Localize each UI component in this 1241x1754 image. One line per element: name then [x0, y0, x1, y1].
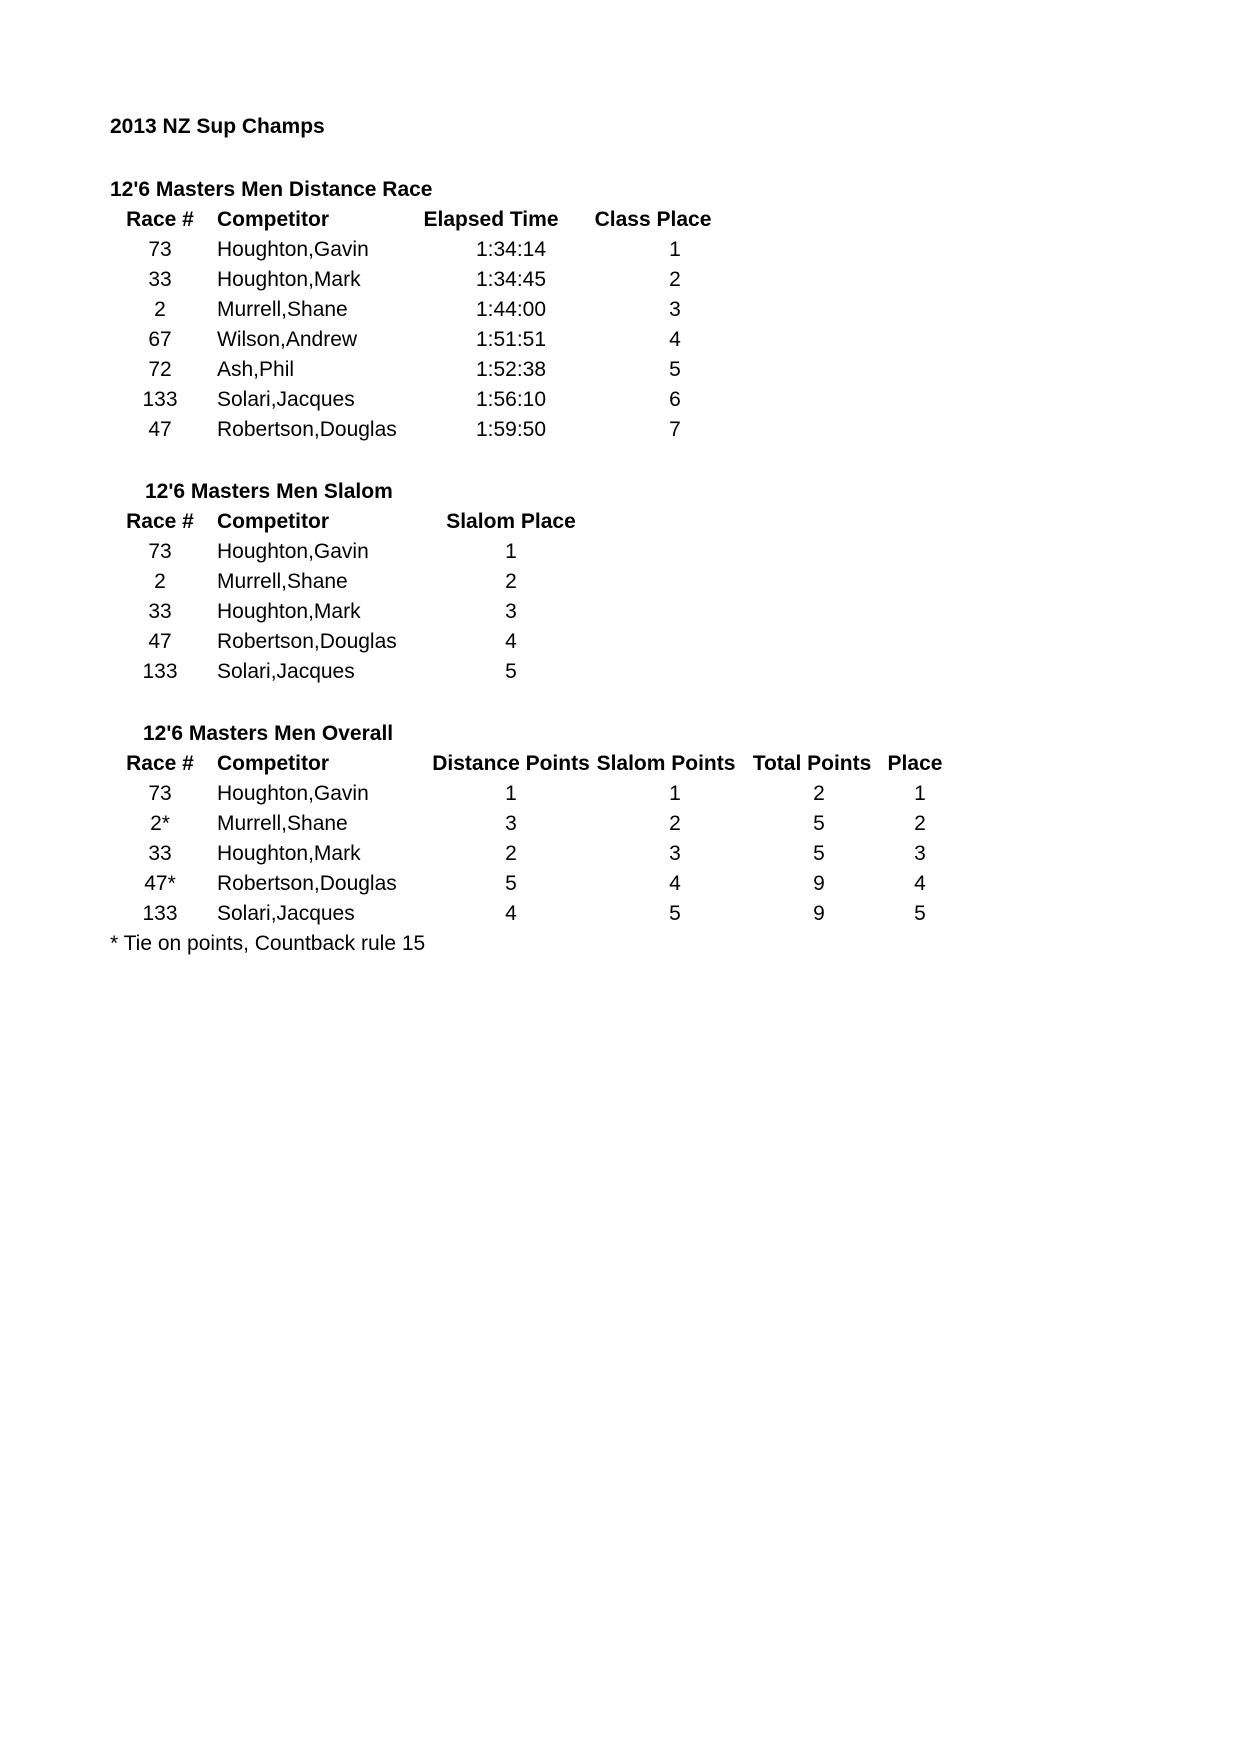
race-number: 72 [148, 358, 172, 381]
overall-header-slalom: Slalom Points [596, 752, 736, 775]
race-number: 133 [142, 388, 178, 411]
race-number: 47* [144, 872, 176, 895]
competitor-name: Ash,Phil [217, 358, 295, 381]
class-place: 2 [669, 268, 681, 291]
class-place: 3 [669, 298, 681, 321]
overall-header-distance: Distance Points [432, 752, 590, 775]
race-number: 133 [142, 660, 178, 683]
overall-place: 4 [914, 872, 926, 895]
overall-header-race: Race # [126, 752, 194, 775]
class-place: 6 [669, 388, 681, 411]
total-points: 5 [813, 842, 825, 865]
class-place: 5 [669, 358, 681, 381]
class-place: 1 [669, 238, 681, 261]
distance-header-place: Class Place [594, 208, 712, 231]
overall-header-total: Total Points [752, 752, 872, 775]
elapsed-time: 1:56:10 [475, 388, 547, 411]
competitor-name: Houghton,Gavin [217, 238, 369, 261]
race-number: 47 [148, 418, 172, 441]
competitor-name: Solari,Jacques [217, 902, 355, 925]
class-place: 7 [669, 418, 681, 441]
overall-header-competitor: Competitor [217, 752, 329, 775]
race-number: 73 [148, 238, 172, 261]
race-number: 47 [148, 630, 172, 653]
elapsed-time: 1:51:51 [475, 328, 547, 351]
competitor-name: Houghton,Mark [217, 600, 361, 623]
slalom-header-competitor: Competitor [217, 510, 329, 533]
slalom-place: 2 [505, 570, 517, 593]
slalom-place: 5 [505, 660, 517, 683]
distance-header-competitor: Competitor [217, 208, 329, 231]
race-number: 2* [150, 812, 170, 835]
distance-header-elapsed: Elapsed Time [423, 208, 559, 231]
competitor-name: Solari,Jacques [217, 660, 355, 683]
total-points: 9 [813, 872, 825, 895]
elapsed-time: 1:34:45 [475, 268, 547, 291]
footnote: * Tie on points, Countback rule 15 [110, 932, 426, 955]
total-points: 2 [813, 782, 825, 805]
elapsed-time: 1:44:00 [475, 298, 547, 321]
race-number: 73 [148, 540, 172, 563]
competitor-name: Robertson,Douglas [217, 418, 397, 441]
slalom-header-race: Race # [126, 510, 194, 533]
competitor-name: Houghton,Gavin [217, 540, 369, 563]
elapsed-time: 1:34:14 [475, 238, 547, 261]
page-title: 2013 NZ Sup Champs [110, 115, 325, 138]
slalom-place: 4 [505, 630, 517, 653]
distance-header-race: Race # [126, 208, 194, 231]
competitor-name: Murrell,Shane [217, 298, 348, 321]
competitor-name: Robertson,Douglas [217, 630, 397, 653]
distance-heading: 12'6 Masters Men Distance Race [110, 178, 433, 201]
competitor-name: Houghton,Mark [217, 268, 361, 291]
distance-points: 5 [505, 872, 517, 895]
race-number: 133 [142, 902, 178, 925]
overall-place: 5 [914, 902, 926, 925]
distance-points: 3 [505, 812, 517, 835]
total-points: 5 [813, 812, 825, 835]
competitor-name: Wilson,Andrew [217, 328, 358, 351]
race-number: 2 [154, 298, 166, 321]
slalom-points: 2 [669, 812, 681, 835]
slalom-place: 1 [505, 540, 517, 563]
slalom-points: 1 [669, 782, 681, 805]
elapsed-time: 1:52:38 [475, 358, 547, 381]
distance-points: 4 [505, 902, 517, 925]
overall-place: 1 [914, 782, 926, 805]
competitor-name: Houghton,Gavin [217, 782, 369, 805]
slalom-points: 4 [669, 872, 681, 895]
race-number: 73 [148, 782, 172, 805]
overall-place: 2 [914, 812, 926, 835]
slalom-points: 5 [669, 902, 681, 925]
distance-points: 2 [505, 842, 517, 865]
race-number: 33 [148, 268, 172, 291]
competitor-name: Murrell,Shane [217, 812, 348, 835]
distance-points: 1 [505, 782, 517, 805]
competitor-name: Houghton,Mark [217, 842, 361, 865]
class-place: 4 [669, 328, 681, 351]
overall-heading: 12'6 Masters Men Overall [143, 722, 394, 745]
total-points: 9 [813, 902, 825, 925]
competitor-name: Robertson,Douglas [217, 872, 397, 895]
competitor-name: Murrell,Shane [217, 570, 348, 593]
slalom-place: 3 [505, 600, 517, 623]
elapsed-time: 1:59:50 [475, 418, 547, 441]
race-number: 33 [148, 600, 172, 623]
race-number: 67 [148, 328, 172, 351]
slalom-points: 3 [669, 842, 681, 865]
race-number: 33 [148, 842, 172, 865]
overall-place: 3 [914, 842, 926, 865]
overall-header-place: Place [887, 752, 943, 775]
slalom-header-place: Slalom Place [446, 510, 576, 533]
race-number: 2 [154, 570, 166, 593]
slalom-heading: 12'6 Masters Men Slalom [145, 480, 393, 503]
competitor-name: Solari,Jacques [217, 388, 355, 411]
